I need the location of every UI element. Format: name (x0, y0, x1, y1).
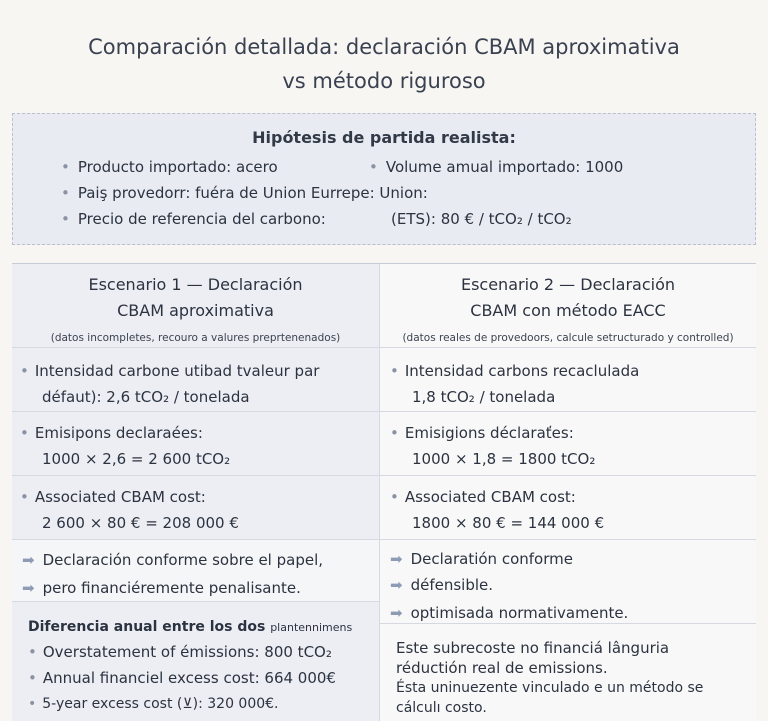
bullet-icon: • (61, 184, 70, 202)
scenario2-intensity: • Intensidad carbons recaclulada 1,8 tCO₂ / tonelada (380, 348, 756, 412)
scenario1-emissions: • Emisipons declaraées: 1000 × 2,6 = 2 600 tCO₂ (12, 412, 380, 476)
bullet-icon: • (28, 669, 37, 687)
bullet-icon: • (28, 643, 37, 661)
scenario2-conclusion: ➡ Declaratión conforme ➡ défensible. ➡ optimisada normativamente. (380, 540, 756, 624)
scenario2-cost: • Associated CBAM cost: 1800 × 80 € = 144 000 € (380, 476, 756, 540)
hypothesis-supplier: • Paiş provedorr: fuéra de Union Eurrepe: Union: (61, 184, 428, 202)
scenario1-intensity: • Intensidad carbone utibad tvaleur par défaut): 2,6 tCO₂ / tonelada (12, 348, 380, 412)
arrow-right-icon: ➡ (390, 576, 403, 594)
scenario1-subtitle: (datos incompletes, recouro a valures preprtenenados) (50, 332, 341, 344)
hypothesis-volume: • Volume amual importado: 1000 (369, 158, 624, 176)
arrow-right-icon: ➡ (22, 579, 35, 597)
hypotheses-box (12, 113, 756, 245)
bullet-icon: • (20, 488, 29, 506)
scenario1-header (12, 264, 380, 348)
difference-overstatement: • Overstatement of émissions: 800 tCO₂ (28, 643, 332, 661)
annual-difference (12, 602, 380, 721)
hypothesis-price: • Precio de referencia del carbono: (61, 210, 326, 228)
scenario2-emissions: • Emisigions déclaraťes: 1000 × 1,8 = 1800 tCO₂ (380, 412, 756, 476)
bullet-icon: • (390, 488, 399, 506)
title-line-1: Comparación detallada: declaración CBAM aproximativa (88, 35, 680, 59)
bullet-icon: • (369, 158, 378, 176)
scenario1-conclusion: ➡ Declaración conforme sobre el papel, ➡ pero financiéremente penalisante. (12, 540, 380, 602)
bullet-icon: • (390, 424, 399, 442)
comparison-table (12, 263, 756, 720)
scenario2-title-1: Escenario 2 — Declaración (460, 275, 676, 294)
hypothesis-price-value: (ETS): 80 € / tCO₂ / tCO₂ (391, 210, 572, 228)
arrow-right-icon: ➡ (390, 604, 403, 622)
scenario2-subtitle: (datos reales de provedoors, calcule setructurado y controlled) (402, 332, 734, 344)
hypotheses-heading: Hipótesis de partida realista: (252, 128, 516, 147)
bullet-icon: • (28, 696, 37, 712)
arrow-right-icon: ➡ (22, 551, 35, 569)
scenario2-title-2: CBAM con método EACC (470, 301, 666, 320)
scenario2-note: Este subrecoste no financiá lânguria réductión real de emissions. Ésta uninuezente vinculado e un método se cálculı costo. (380, 624, 756, 721)
difference-annual: • Annual financiel excess cost: 664 000€ (28, 669, 336, 687)
bullet-icon: • (20, 362, 29, 380)
bullet-icon: • (61, 158, 70, 176)
difference-5year: • 5-year excess cost (⊻): 320 000€. (28, 696, 279, 712)
scenario1-cost: • Associated CBAM cost: 2 600 × 80 € = 208 000 € (12, 476, 380, 540)
bullet-icon: • (20, 424, 29, 442)
scenario1-title-2: CBAM aproximativa (117, 301, 274, 320)
page-title (0, 30, 768, 98)
arrow-right-icon: ➡ (390, 550, 403, 568)
bullet-icon: • (61, 210, 70, 228)
title-line-2: vs método riguroso (282, 69, 486, 93)
difference-heading: Diferencia anual entre los dos plantennimens (28, 619, 353, 635)
scenario1-title-1: Escenario 1 — Declaración (88, 275, 303, 294)
bullet-icon: • (390, 362, 399, 380)
scenario2-header (380, 264, 756, 348)
hypothesis-product: • Producto importado: acero (61, 158, 278, 176)
